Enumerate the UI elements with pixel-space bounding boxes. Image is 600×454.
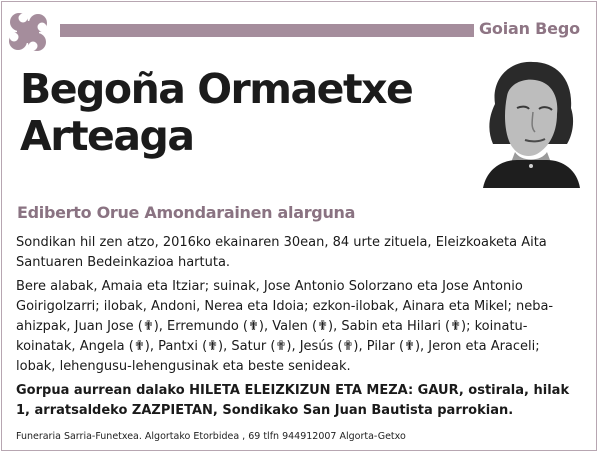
death-announcement: Sondikan hil zen atzo, 2016ko ekainaren 30ean, 84 urte zituela, Eleizkoaketa Aita Santuaren Bedeinkazioa hartuta.: [16, 235, 547, 270]
funeral-info: Gorpua aurrean dalako HILETA ELEIZKIZUN ETA MEZA: GAUR, ostirala, hilak 1, arratsaldeko ZAZPIETAN, Sondikako San Juan Bautista parrokian.: [16, 383, 570, 418]
funeral-home-info: Funeraria Sarria-Funetxea. Algortako Etorbidea , 69 tlfn 944912007 Algorta-Getxo: [16, 431, 406, 442]
brand-title: Goian Bego: [479, 19, 580, 38]
name-line-1: Begoña Ormaetxe: [20, 65, 413, 113]
notice-body: [16, 233, 582, 425]
name-line-2: Arteaga: [20, 112, 194, 160]
subtitle-spouse: Ediberto Orue Amondarainen alarguna: [17, 203, 356, 222]
family-list: Bere alabak, Amaia eta Itziar; suinak, Jose Antonio Solorzano eta Jose Antonio Goirigolzarri; ilobak, Andoni, Nerea eta Idoia; ezkon-ilobak, Ainara eta Mikel; neba-ahizpak, Juan Jose (✟), Erremundo (✟), Valen (✟), Sabin eta Hilari (✟); koinatu-koinatak, Angela (✟), Pantxi (✟), Satur (✟), Jesús (✟), Pilar (✟), Jeron eta Araceli; lobak, lehengusu-lehengusinak eta beste senideak.: [16, 279, 554, 374]
portrait-photo: [473, 56, 580, 188]
lauburu-icon: [4, 8, 52, 56]
deceased-name: [20, 66, 460, 160]
header-bar: [60, 24, 474, 37]
